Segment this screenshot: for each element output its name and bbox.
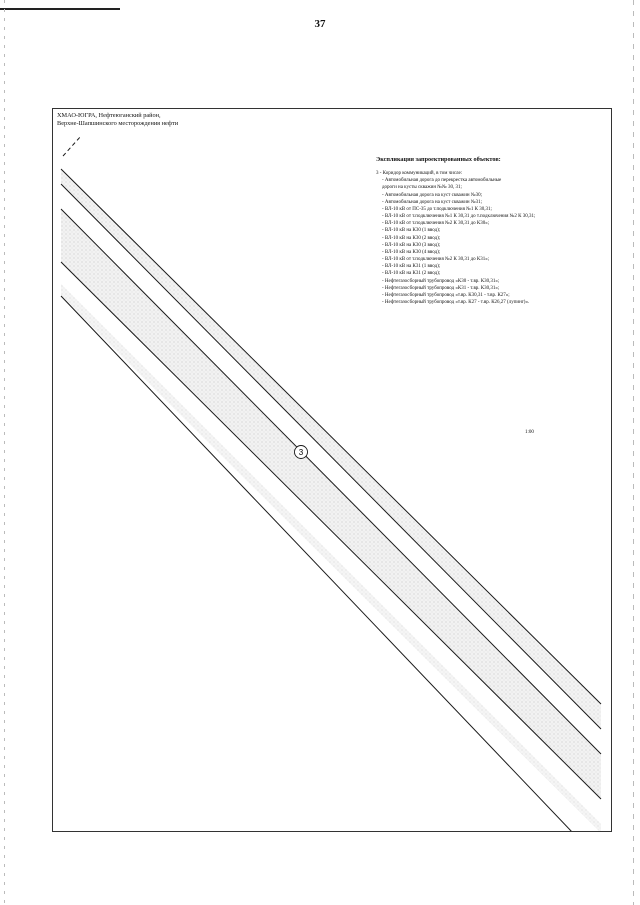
legend-item: - ВЛ-10 кВ на К30 (3 ввод); — [382, 242, 441, 248]
page-number: 37 — [314, 18, 326, 30]
corridor-callout — [295, 446, 308, 459]
label-leader-line — [63, 136, 81, 156]
legend-item: - Нефтегазосборный трубопровод «К31 - т.вр. К30,31»; — [382, 285, 500, 291]
corridor-callout-number: 3 — [298, 448, 304, 457]
corridor-line-5 — [61, 296, 573, 832]
legend-title: Экспликация запроектированных объектов: — [376, 156, 501, 163]
legend — [376, 156, 608, 306]
legend-item: - ВЛ-10 кВ на К30 (1 ввод); — [382, 228, 441, 234]
legend-item: - ВЛ-10 кВ на К30 (2 ввод); — [382, 235, 441, 241]
legend-item: - Автомобильная дорога до перекрестка автомобильные дороги на кусты скважин №№ 30, 31; — [382, 178, 502, 191]
legend-intro: 3 - Коридор коммуникаций, в том числе: — [376, 171, 463, 177]
legend-item: - ВЛ-10 кВ на К30 (4 ввод); — [382, 249, 441, 255]
scan-top-line — [0, 8, 120, 10]
legend-item: - ВЛ-10 кВ от т.подключения №2 К 30,31 до К30»; — [382, 221, 490, 227]
corridor-band-south — [61, 284, 601, 832]
legend-item: - Нефтегазосборный трубопровод «К30 - т.вр. К30,31»; — [382, 278, 500, 284]
legend-item: - Нефтегазосборный трубопровод «т.вр. К30,31 - т.вр. К27»; — [382, 292, 510, 298]
location-label-line-2: Верхне-Шапшинского месторождения нефти — [57, 120, 179, 128]
corridor-line-4 — [61, 262, 601, 799]
legend-item: - ВЛ-10 кВ от т.подключения №1 К 30,31 до т.подключения №2 К 30,31; — [382, 214, 536, 220]
scan-edge-right — [633, 0, 634, 905]
map-frame — [52, 108, 612, 832]
legend-item: - Автомобильная дорога на куст скважин №30; — [382, 192, 482, 198]
legend-item: - Нефтегазосборный трубопровод «т.вр. К27 - т.вр. К26,27 (лупинг)». — [382, 299, 530, 305]
legend-item: - ВЛ-10 кВ на К31 (2 ввод); — [382, 271, 441, 277]
scale-note: 1:00 — [525, 430, 534, 435]
scan-edge-left — [4, 0, 5, 905]
location-label-line-1: ХМАО-ЮГРА, Нефтеюганский район, — [57, 112, 161, 119]
legend-item: - ВЛ-10 кВ от т.подключения №2 К 30,31 до К31»; — [382, 257, 490, 263]
legend-item: - ВЛ-10 кВ на К31 (1 ввод); — [382, 264, 441, 270]
location-label — [57, 112, 178, 128]
legend-list — [376, 177, 608, 306]
legend-item: - ВЛ-10 кВ от ПС-35 до т.подключения №1 К 30,31; — [382, 206, 492, 212]
legend-item: - Автомобильная дорога на куст скважин №31; — [382, 199, 482, 205]
